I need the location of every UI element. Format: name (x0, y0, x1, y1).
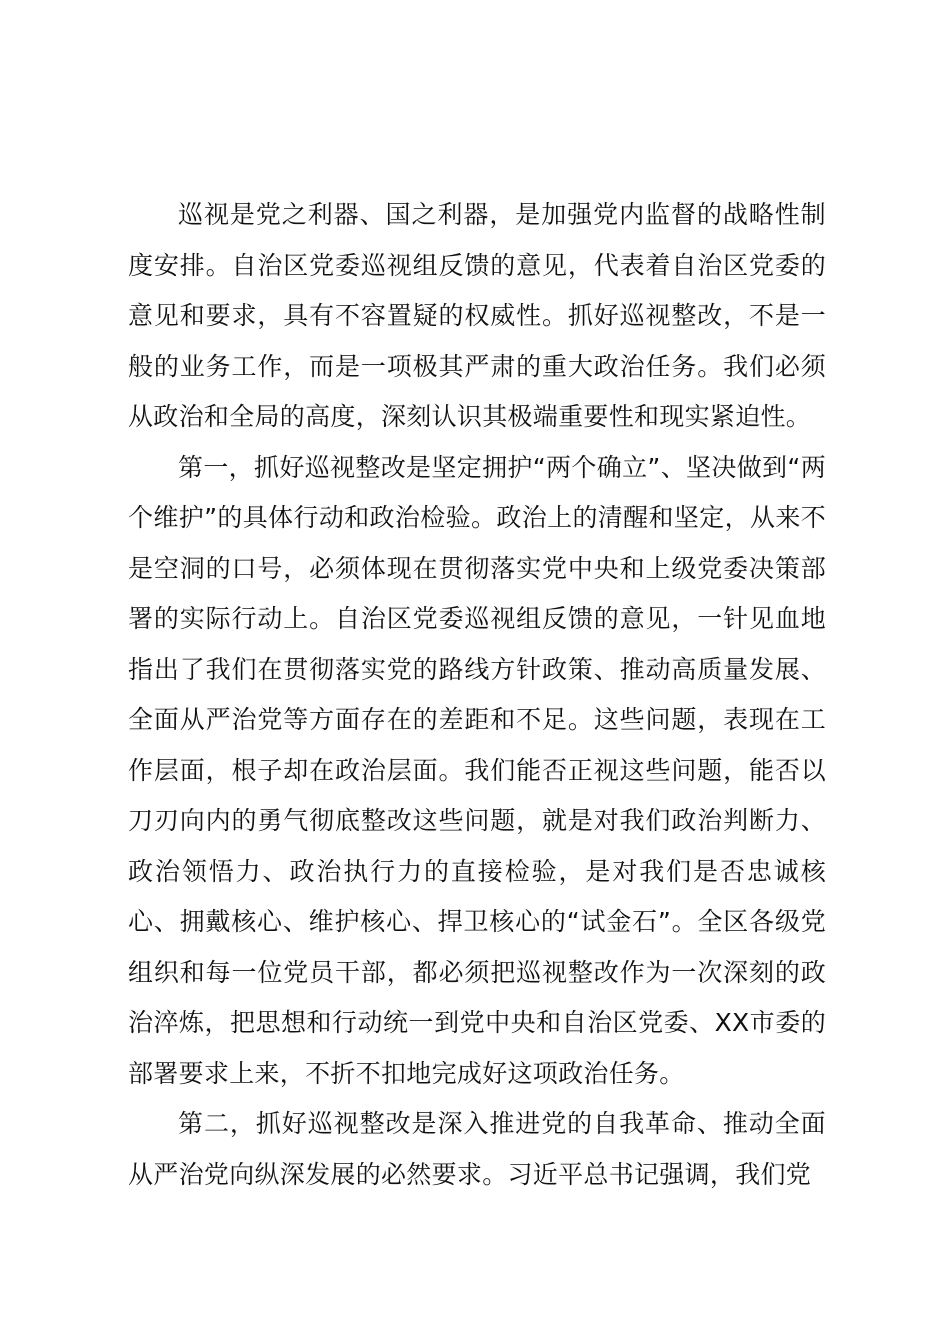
paragraph-second-point: 第二，抓好巡视整改是深入推进党的自我革命、推动全面从严治党向纵深发展的必然要求。习近平总书记强调，我们党 (128, 1109, 826, 1189)
paragraph-first-point: 第一，抓好巡视整改是坚定拥护“两个确立”、坚决做到“两个维护”的具体行动和政治检验。政治上的清醒和坚定，从来不是空洞的口号，必须体现在贯彻落实党中央和上级党委决策部署的实际行动上。自治区党委巡视组反馈的意见，一针见血地指出了我们在贯彻落实党的路线方针政策、推动高质量发展、全面从严治党等方面存在的差距和不足。这些问题，表现在工作层面，根子却在政治层面。我们能否正视这些问题，能否以刀刃向内的勇气彻底整改这些问题，就是对我们政治判断力、政治领悟力、政治执行力的直接检验，是对我们是否忠诚核心、拥戴核心、维护核心、捍卫核心的“试金石”。全区各级党组织和每一位党员干部，都必须把巡视整改作为一次深刻的政治淬炼，把思想和行动统一到党中央和自治区党委、XX市委的部署要求上来，不折不扣地完成好这项政治任务。 (128, 452, 826, 1088)
document-body (128, 190, 826, 1200)
paragraph-intro: 巡视是党之利器、国之利器，是加强党内监督的战略性制度安排。自治区党委巡视组反馈的意见，代表着自治区党委的意见和要求，具有不容置疑的权威性。抓好巡视整改，不是一般的业务工作，而是一项极其严肃的重大政治任务。我们必须从政治和全局的高度，深刻认识其极端重要性和现实紧迫性。 (128, 200, 826, 431)
